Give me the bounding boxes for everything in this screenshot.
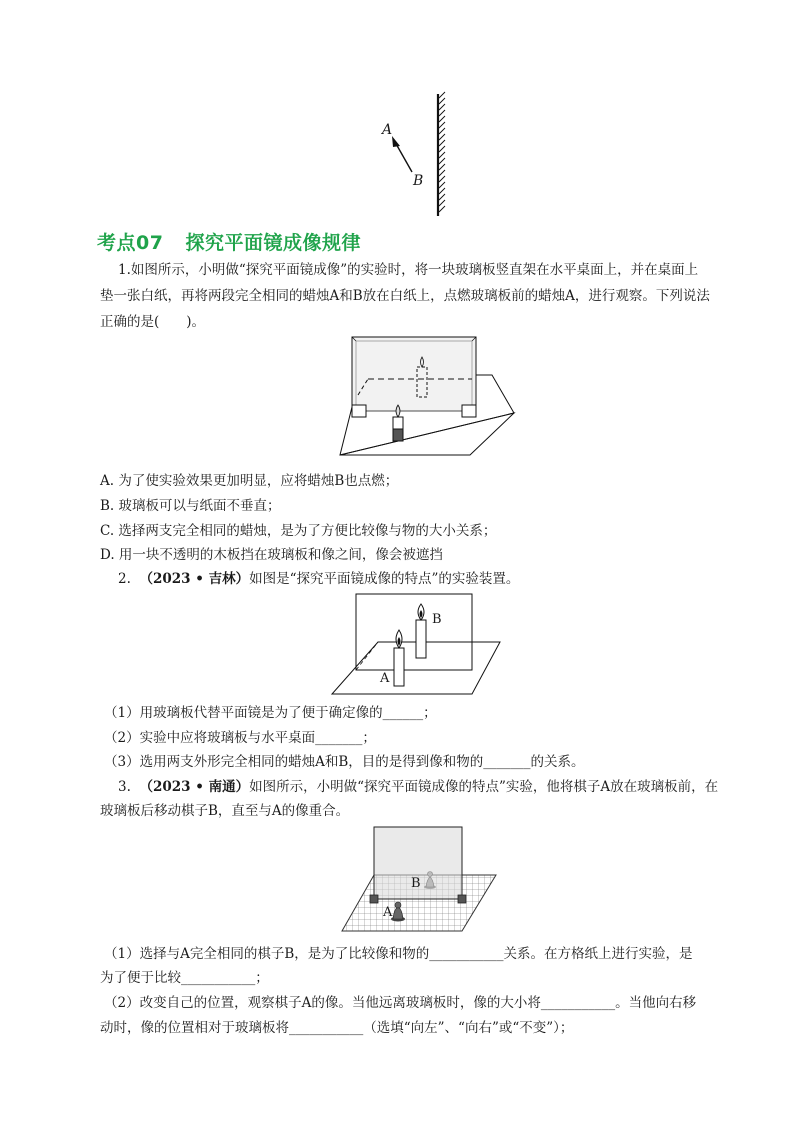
q2-source: （2023 • 吉林） [139,571,250,587]
q1-stem-line-1: 1.如图所示，小明做“探究平面镜成像”的实验时，将一块玻璃板竖直架在水平桌面上，并在桌面上 [118,262,699,278]
q3-sub-2-line-1: （2）改变自己的位置，观察棋子A的像。当他远离玻璃板时，像的大小将___________。当他向右移 [104,995,697,1011]
q3-figure-label-a: A [383,905,393,920]
q1-glass-plate-figure [330,333,520,463]
q2-candle-figure [330,590,505,700]
figure-top-label-a: A [382,122,393,138]
q2-stem-text: 如图是“探究平面镜成像的特点”的实验装置。 [249,571,520,587]
q2-number: 2. [118,571,131,587]
q1-option-b: B. 玻璃板可以与纸面不垂直； [100,498,281,514]
q3-stem-line-2: 玻璃板后移动棋子B，直至与A的像重合。 [100,803,350,819]
q1-option-c: C. 选择两支完全相同的蜡烛，是为了方便比较像与物的大小关系； [100,523,497,539]
section-heading [97,228,361,255]
q2-stem [118,569,519,589]
section-code: 考点07 [97,232,164,254]
q1-option-a: A. 为了使实验效果更加明显，应将蜡烛B也点燃； [100,473,399,489]
q2-sub-2: （2）实验中应将玻璃板与水平桌面_______； [104,730,376,746]
q3-stem-text: 如图所示，小明做“探究平面镜成像的特点”实验，他将棋子A放在玻璃板前，在 [249,779,719,795]
q1-stem-line-2: 垫一张白纸，再将两段完全相同的蜡烛A和B放在白纸上，点燃玻璃板前的蜡烛A，进行观察。下列说法 [100,288,710,304]
section-title-text: 探究平面镜成像规律 [185,232,361,254]
q3-source: （2023 • 南通） [139,779,250,795]
q3-sub-1-line-1: （1）选择与A完全相同的棋子B，是为了比较像和物的___________关系。在方格纸上进行实验，是 [104,946,693,962]
q1-stem-line-3: 正确的是( )。 [100,314,206,330]
q2-figure-label-a: A [380,671,390,686]
q2-sub-1: （1）用玻璃板代替平面镜是为了便于确定像的______； [104,705,437,721]
q3-sub-1-line-2: 为了便于比较___________； [100,970,269,986]
q3-figure-label-b: B [411,876,421,891]
mirror-arrow-figure [370,90,470,220]
q3-stem-line-1 [118,777,718,797]
q3-sub-2-line-2: 动时，像的位置相对于玻璃板将___________（选填“向左”、“向右”或“不变”）； [100,1020,574,1036]
figure-top-label-b: B [413,173,424,189]
q2-figure-label-b: B [432,612,442,627]
q1-option-d: D. 用一块不透明的木板挡在玻璃板和像之间，像会被遮挡 [100,547,443,563]
q2-sub-3: （3）选用两支外形完全相同的蜡烛A和B，目的是得到像和物的_______的关系。 [104,754,585,770]
q3-number: 3. [118,779,131,795]
